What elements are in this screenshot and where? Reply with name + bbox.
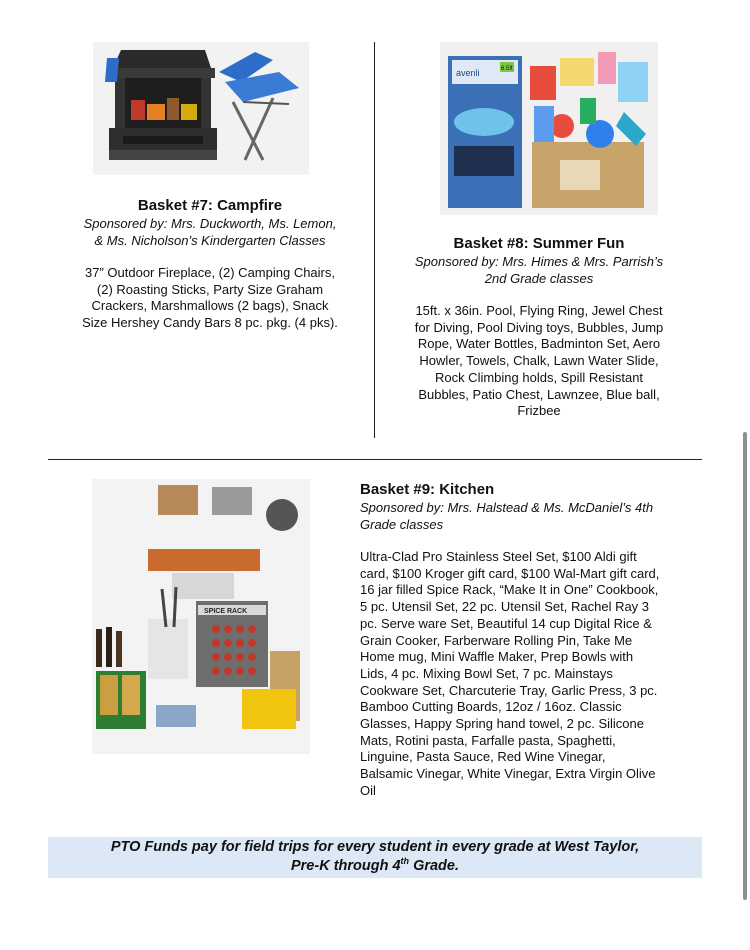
campfire-basket-illustration [93,42,309,175]
pto-funds-banner [48,837,702,878]
basket-7-items [48,265,372,332]
basket-9-sponsor-line-2: Grade classes [360,517,444,532]
item-line: Oil [360,782,376,798]
banner-line-2-text: Pre-K through 4 [290,858,401,874]
item-line: Howler, Towels, Chalk, Lawn Water Slide, [419,353,659,369]
campfire-basket-photo [93,42,309,175]
item-line: 37” Outdoor Fireplace, (2) Camping Chairs, [85,265,335,280]
item-line: Mats, Rotini pasta, Farfalle pasta, Spaghetti, [360,732,616,748]
item-line: 5 pc. Utensil Set, 22 pc. Utensil Set, Rachel Ray 3 [360,599,650,615]
basket-9-title: Basket #9: Kitchen [360,481,495,498]
item-line: Rope, Water Bottles, Badminton Set, Aero [417,336,661,352]
item-line: 16 jar filled Spice Rack, “Make It in One” Cookbook, [360,582,659,598]
basket-8-items [376,303,702,420]
summer-fun-basket-illustration [440,42,658,215]
basket-9-items [360,549,710,800]
pool-brand-label: avenli [456,68,480,78]
basket-8-sponsor-line-1: Sponsored by: Mrs. Himes & Mrs. Parrish’s [414,254,664,269]
banner-line-2-end: Grade. [409,858,460,874]
spice-rack-label: SPICE RACK [204,608,248,615]
item-line: Ultra-Clad Pro Stainless Steel Set, $100 Aldi gift [360,549,637,564]
item-line: (2) Roasting Sticks, Party Size Graham [96,281,324,297]
item-line: pc. Serve ware Set, Beautiful 14 cup Digital Rice & [360,615,652,631]
item-line: Bamboo Cutting Boards, 12oz / 16oz. Classic [360,699,622,715]
summer-fun-basket-photo [440,42,658,215]
kitchen-basket-photo [92,479,310,754]
item-line: Linguine, Pasta Sauce, Red Wine Vinegar, [360,749,606,765]
vertical-divider [374,42,375,438]
basket-7-title: Basket #7: Campfire [137,197,283,214]
item-line: 15ft. x 36in. Pool, Flying Ring, Jewel Chest [415,303,663,318]
item-line: Crackers, Marshmallows (2 bags), Snack [91,298,329,314]
kitchen-basket-illustration [92,479,310,754]
item-line: Home mug, Mini Waffle Maker, Prep Bowls with [360,649,634,665]
item-line: Bubbles, Patio Chest, Lawnzee, Blue ball, [418,386,660,402]
scrollbar-thumb[interactable] [743,432,747,900]
basket-7-sponsor-line-2: & Ms. Nicholson’s Kindergarten Classes [94,233,326,248]
banner-line-2 [48,857,702,876]
item-line: Rock Climbing holds, Spill Resistant [434,369,644,385]
basket-8-sponsor-line-2: 2nd Grade classes [484,271,594,286]
item-line: card, $100 Kroger gift card, $100 Wal-Mart gift card, [360,565,660,581]
horizontal-divider [48,459,702,460]
basket-9-sponsor-line-1: Sponsored by: Mrs. Halstead & Ms. McDaniel’s 4th [360,500,654,515]
item-line: Grain Cooker, Farberware Rolling Pin, Take Me [360,632,633,648]
item-line: Lids, 4 pc. Mixing Bowl Set, 7 pc. Mainstays [360,665,613,681]
item-line: Balsamic Vinegar, White Vinegar, Extra Virgin Olive [360,766,656,782]
banner-line-1: PTO Funds pay for field trips for every student in every grade at West Taylor, [110,839,640,855]
item-line: Size Hershey Candy Bars 8 pc. pkg. (4 pks). [82,315,338,331]
item-line: Frizbee [517,403,561,419]
banner-superscript: th [400,856,410,867]
pool-size-label: 6.5ft [501,66,513,72]
basket-8-title: Basket #8: Summer Fun [453,235,625,252]
item-line: for Diving, Pool Diving toys, Bubbles, Jump [414,319,664,335]
item-line: Glasses, Happy Spring hand towel, 2 pc. Silicone [360,716,644,732]
item-line: Cookware Set, Charcuterie Tray, Garlic Press, 3 pc. [360,682,658,698]
basket-7-sponsor-line-1: Sponsored by: Mrs. Duckworth, Ms. Lemon, [83,216,337,231]
